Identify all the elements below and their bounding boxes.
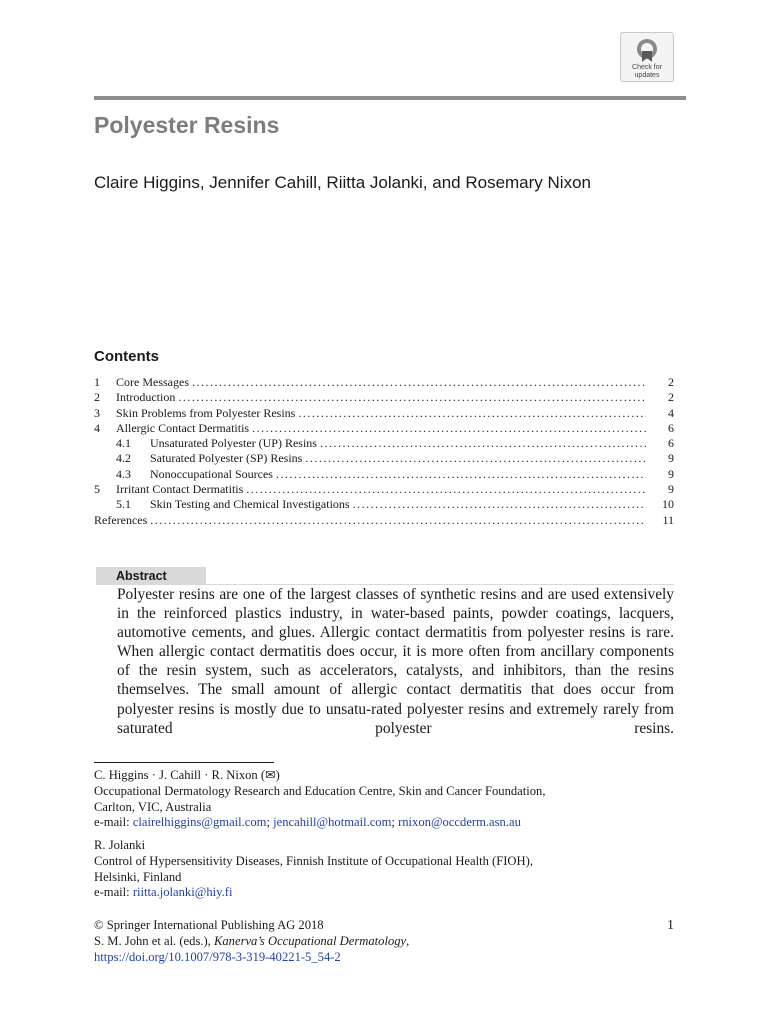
toc-leader-dots xyxy=(178,390,646,405)
toc-entry[interactable] xyxy=(94,451,674,466)
affiliation-block xyxy=(94,768,674,831)
toc-leader-dots xyxy=(150,513,646,528)
toc-entry[interactable] xyxy=(94,436,674,451)
affiliation-emails xyxy=(94,885,674,901)
email-link[interactable]: rnixon@occderm.asn.au xyxy=(398,815,521,830)
book-title: Kanerva’s Occupational Dermatology xyxy=(213,933,407,948)
toc-entry-page: 6 xyxy=(668,436,674,451)
toc-leader-dots xyxy=(192,375,646,390)
toc-entry-title: Nonoccupational Sources xyxy=(150,466,273,481)
toc-entry[interactable] xyxy=(94,467,674,482)
affiliation-location: Carlton, VIC, Australia xyxy=(94,799,212,814)
toc-entry[interactable] xyxy=(94,390,674,405)
toc-entry-page: 2 xyxy=(668,375,674,389)
toc-entry-number: 4.2 xyxy=(116,451,131,466)
affiliation-names: C. Higgins · J. Cahill · R. Nixon (✉) xyxy=(94,768,280,782)
toc-entry[interactable] xyxy=(94,375,674,390)
toc-entry[interactable] xyxy=(94,421,674,436)
bookmark-ribbon-icon xyxy=(635,37,659,63)
toc-entry-page: 9 xyxy=(668,482,674,497)
email-label: e-mail: xyxy=(94,815,133,830)
toc-entry-title: Allergic Contact Dermatitis xyxy=(116,420,250,435)
toc-entry-page: 2 xyxy=(668,390,674,405)
toc-entry-title: Saturated Polyester (SP) Resins xyxy=(150,451,303,466)
toc-entry-number: 5 xyxy=(94,482,100,497)
toc-entry-page: 10 xyxy=(662,497,674,512)
email-link[interactable]: jencahill@hotmail.com xyxy=(273,815,392,830)
toc-leader-dots xyxy=(353,497,646,512)
affiliation-org: Occupational Dermatology Research and Education Centre, Skin and Cancer Foundation, xyxy=(94,783,546,798)
toc-entry[interactable] xyxy=(94,482,674,497)
check-for-updates-badge[interactable] xyxy=(620,32,674,82)
toc-leader-dots xyxy=(298,406,646,421)
toc-leader-dots xyxy=(276,467,646,482)
doi-line xyxy=(94,950,674,966)
toc-entry-page: 11 xyxy=(662,512,674,527)
footnote-rule xyxy=(94,762,274,763)
doi-link[interactable]: https://doi.org/10.1007/978-3-319-40221-5_54-2 xyxy=(94,949,341,964)
email-link[interactable]: riitta.jolanki@hiy.fi xyxy=(132,885,233,900)
toc-entry-title: References xyxy=(94,512,148,527)
toc-entry-title: Skin Testing and Chemical Investigations xyxy=(150,497,350,512)
toc-entry-number: 5.1 xyxy=(116,497,131,512)
affiliation-emails: e-mail: clairelhiggins@gmail.com; jencahill@hotmail.com; rnixon@occderm.asn.au xyxy=(94,815,521,830)
email-label: e-mail: xyxy=(94,885,133,900)
toc-entry-number: 4 xyxy=(94,420,100,435)
affiliation-block xyxy=(94,838,674,901)
title-rule xyxy=(94,96,686,100)
toc-entry-page: 9 xyxy=(668,466,674,481)
abstract-label: Abstract xyxy=(96,567,206,585)
toc-leader-dots xyxy=(246,482,646,497)
citation-suffix: , xyxy=(406,933,410,948)
toc-entry-number: 4.3 xyxy=(116,466,131,481)
toc-leader-dots xyxy=(320,436,646,451)
toc-entry-number: 2 xyxy=(94,390,100,405)
toc-entry-title: Irritant Contact Dermatitis xyxy=(116,482,244,497)
abstract-text: Polyester resins are one of the largest classes of synthetic resins and are used extensively in the reinforced plastics industry, in water-based paints, powder coatings, lacquers, automotive cements, and glues. Allergic contact dermatitis from polyester resins is rare. When allergic contact dermatitis does occur, it is more often from ancillary components of the resin system, such as accelerators, catalysts, and inhibitors, than the resins themselves. The small amount of allergic contact dermatitis that does occur from polyester resins is mostly due to unsatu-rated polyester resins and extremely rarely from saturated polyester resins. xyxy=(117,586,674,737)
citation-footer xyxy=(94,918,674,965)
toc-entry-number: 1 xyxy=(94,375,100,389)
toc-entry[interactable] xyxy=(94,513,674,528)
toc-entry-number: 4.1 xyxy=(116,436,131,451)
toc-entry-page: 9 xyxy=(668,451,674,466)
toc-leader-dots xyxy=(305,451,646,466)
affiliation-org: Control of Hypersensitivity Diseases, Finnish Institute of Occupational Health (FIOH), xyxy=(94,853,533,868)
toc-entry-title: Skin Problems from Polyester Resins xyxy=(116,405,296,420)
toc-entry[interactable] xyxy=(94,497,674,512)
toc-entry-title: Introduction xyxy=(116,390,176,405)
badge-label xyxy=(632,64,662,79)
toc-entry-page: 4 xyxy=(668,405,674,420)
contents-heading: Contents xyxy=(94,348,159,365)
badge-line-2: updates xyxy=(634,71,660,79)
citation-line xyxy=(94,934,674,950)
author-list: Claire Higgins, Jennifer Cahill, Riitta Jolanki, and Rosemary Nixon xyxy=(94,173,591,192)
badge-line-1: Check for xyxy=(632,64,662,71)
toc-entry[interactable] xyxy=(94,406,674,421)
affiliation-names: R. Jolanki xyxy=(94,838,146,852)
toc-entry-page: 6 xyxy=(668,420,674,435)
page-number: 1 xyxy=(667,918,674,933)
email-link[interactable]: clairelhiggins@gmail.com xyxy=(132,815,267,830)
citation-prefix: S. M. John et al. (eds.), xyxy=(94,933,214,948)
toc-leader-dots xyxy=(252,421,646,436)
table-of-contents xyxy=(94,375,674,528)
chapter-title: Polyester Resins xyxy=(94,112,280,138)
copyright-line: © Springer International Publishing AG 2018 xyxy=(94,918,324,932)
toc-entry-title: Core Messages xyxy=(116,375,189,389)
toc-entry-title: Unsaturated Polyester (UP) Resins xyxy=(150,436,317,451)
toc-entry-number: 3 xyxy=(94,405,100,420)
affiliation-location: Helsinki, Finland xyxy=(94,869,182,884)
